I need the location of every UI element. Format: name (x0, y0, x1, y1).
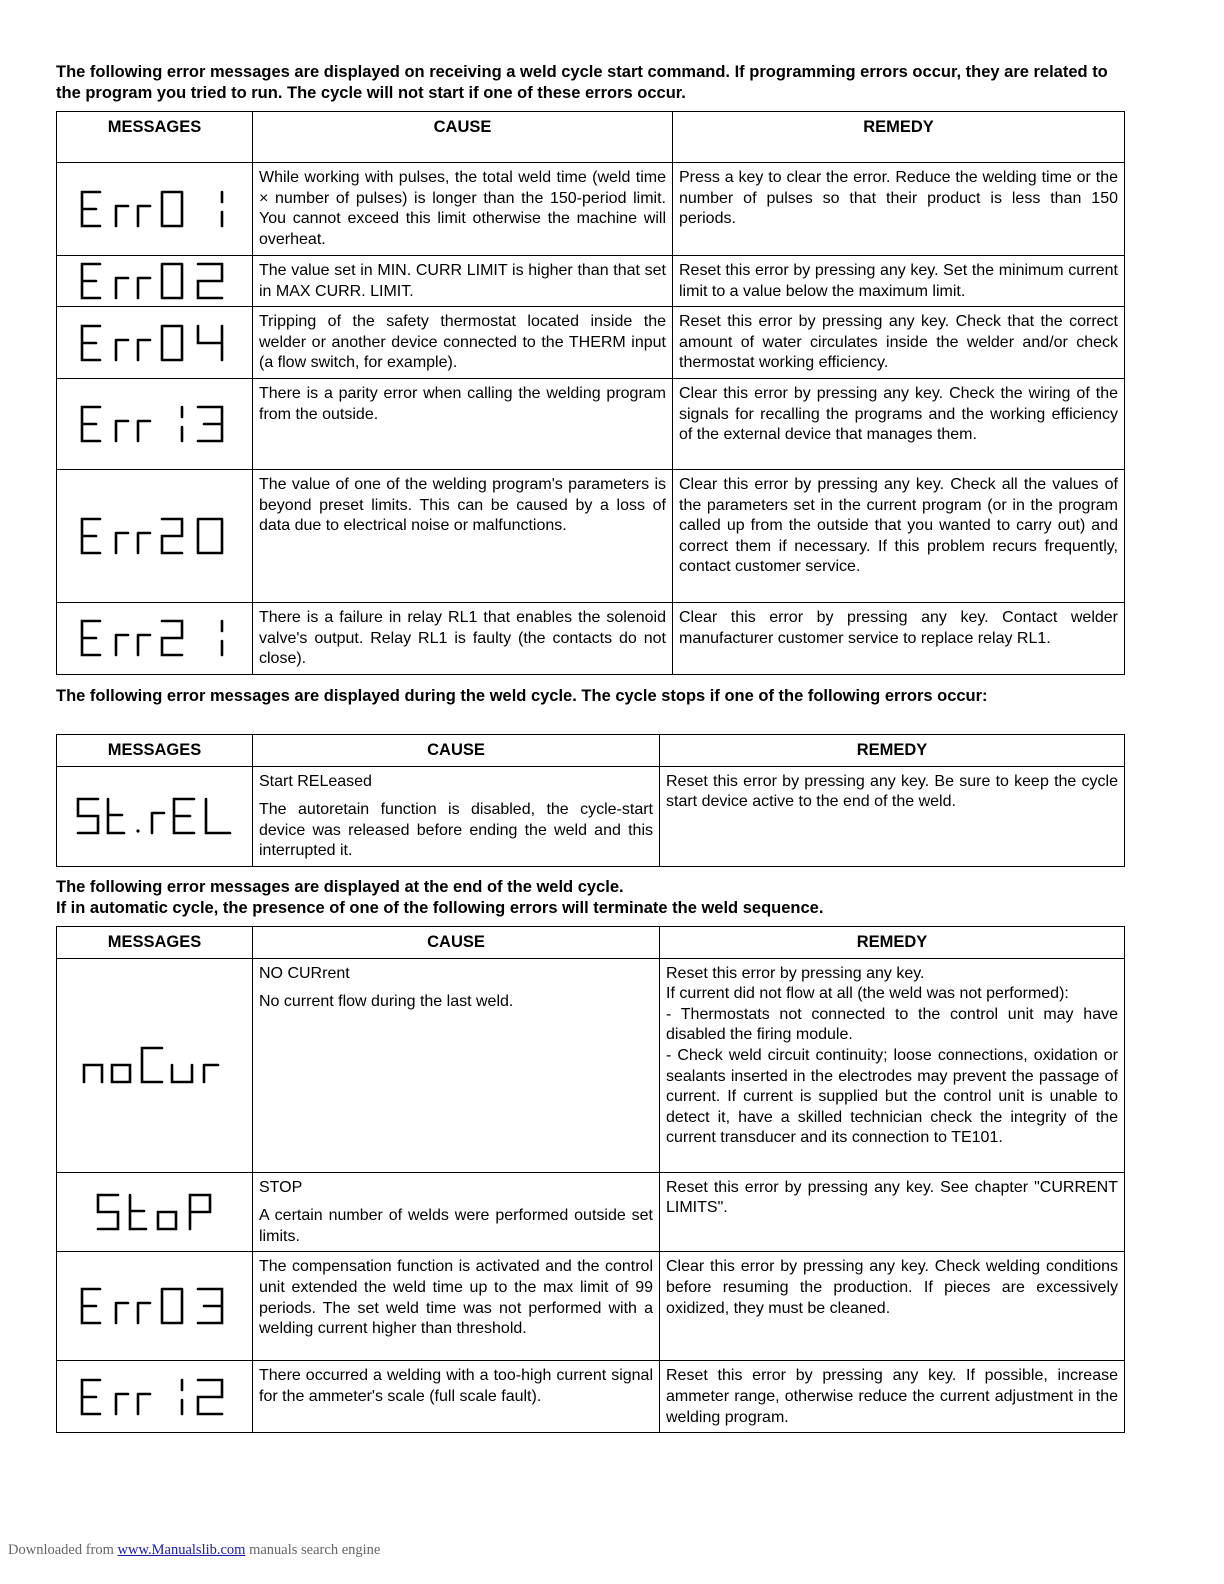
cause-cell: Start RELeased The autoretain function is disabled, the cycle-start device was released before ending the weld and this interrupted it. (253, 766, 660, 866)
header-messages: MESSAGES (57, 112, 253, 163)
cause-cell: There is a parity error when calling the welding program from the outside. (253, 378, 673, 469)
seven-segment-err21 (80, 617, 230, 659)
display-code-cell (57, 469, 253, 602)
seven-segment-err13 (80, 403, 230, 445)
header-remedy: REMEDY (660, 927, 1125, 959)
remedy-cell: Clear this error by pressing any key. Check the wiring of the signals for recalling the programs and the working efficiency of the external device that manages them. (673, 378, 1125, 469)
table-start-errors (56, 111, 1125, 675)
table-row (57, 469, 1125, 602)
remedy-cell: Reset this error by pressing any key. Be sure to keep the cycle start device active to the end of the weld. (660, 766, 1125, 866)
header-cause: CAUSE (253, 927, 660, 959)
table-header-row (57, 927, 1125, 959)
remedy-cell: Press a key to clear the error. Reduce the welding time or the number of pulses so that their product is less than 150 periods. (673, 163, 1125, 256)
seven-segment-stop (96, 1191, 214, 1233)
header-cause: CAUSE (253, 112, 673, 163)
table-row (57, 256, 1125, 307)
header-cause: CAUSE (253, 735, 660, 767)
seven-segment-err12 (80, 1376, 230, 1418)
seven-segment-err04 (80, 322, 230, 364)
remedy-cell: Reset this error by pressing any key. Set the minimum current limit to a value below the maximum limit. (673, 256, 1125, 307)
cause-cell: While working with pulses, the total weld time (weld time × number of pulses) is longer than the 150-period limit. You cannot exceed this limit otherwise the machine will overheat. (253, 163, 673, 256)
table-row (57, 378, 1125, 469)
footer-link[interactable]: www.Manualslib.com (117, 1542, 246, 1558)
remedy-cell: Reset this error by pressing any key. Check that the correct amount of water circulates inside the welder and/or check thermostat working efficiency. (673, 307, 1125, 379)
section3-intro: The following error messages are displayed at the end of the weld cycle. If in automatic cycle, the presence of one of the following errors will terminate the weld sequence. (56, 878, 824, 917)
footer: Downloaded from www.Manualslib.com manuals search engine (8, 1542, 381, 1558)
display-code-cell (57, 1361, 253, 1433)
table-row (57, 163, 1125, 256)
table-row (57, 766, 1125, 866)
display-code-cell (57, 1252, 253, 1361)
table-row (57, 602, 1125, 674)
seven-segment-err03 (80, 1285, 230, 1327)
table-row (57, 307, 1125, 379)
seven-segment-err01 (80, 188, 230, 230)
cause-cell: There occurred a welding with a too-high current signal for the ammeter's scale (full scale fault). (253, 1361, 660, 1433)
display-code-cell (57, 163, 253, 256)
remedy-cell: Reset this error by pressing any key. If current did not flow at all (the weld was not performed): - Thermostats not connected to the control unit may have disabled the firing module. - Check weld circuit continuity; loose connections, oxidation or sealants inserted in the electrodes may prevent the passage of current. If current is supplied but the control unit is unable to detect it, have a skilled technician check the integrity of the current transducer and its connection to TE101. (660, 958, 1125, 1172)
section2-intro: The following error messages are displayed during the weld cycle. The cycle stops if one of the following errors occur: (56, 687, 988, 705)
cause-cell: STOP A certain number of welds were performed outside set limits. (253, 1172, 660, 1252)
seven-segment-nocur (82, 1044, 228, 1086)
cause-cell: The compensation function is activated and the control unit extended the weld time up to the max limit of 99 periods. The set weld time was not performed with a welding current higher than threshold. (253, 1252, 660, 1361)
table-row (57, 1252, 1125, 1361)
display-code-cell (57, 1172, 253, 1252)
seven-segment-err20 (80, 515, 230, 557)
header-remedy: REMEDY (660, 735, 1125, 767)
cause-cell: There is a failure in relay RL1 that enables the solenoid valve's output. Relay RL1 is faulty (the contacts do not close). (253, 602, 673, 674)
display-code-cell (57, 378, 253, 469)
cause-title: Start RELeased (259, 772, 372, 790)
seven-segment-strel (76, 795, 234, 837)
table-header-row (57, 112, 1125, 163)
table-cycle-errors (56, 734, 1125, 867)
header-messages: MESSAGES (57, 735, 253, 767)
cause-cell: The value set in MIN. CURR LIMIT is higher than that set in MAX CURR. LIMIT. (253, 256, 673, 307)
cause-title: NO CURrent (259, 964, 350, 982)
table-header-row (57, 735, 1125, 767)
display-code-cell (57, 256, 253, 307)
remedy-cell: Clear this error by pressing any key. Check welding conditions before resuming the production. If pieces are excessively oxidized, they must be cleaned. (660, 1252, 1125, 1361)
remedy-cell: Clear this error by pressing any key. Contact welder manufacturer customer service to replace relay RL1. (673, 602, 1125, 674)
section1-intro: The following error messages are displayed on receiving a weld cycle start command. If programming errors occur, they are related to the program you tried to run. The cycle will not start if one of these errors occur. (56, 63, 1108, 102)
cause-cell: Tripping of the safety thermostat located inside the welder or another device connected to the THERM input (a flow switch, for example). (253, 307, 673, 379)
cause-cell: The value of one of the welding program's parameters is beyond preset limits. This can be caused by a loss of data due to electrical noise or malfunctions. (253, 469, 673, 602)
display-code-cell (57, 307, 253, 379)
seven-segment-err02 (80, 260, 230, 302)
display-code-cell (57, 958, 253, 1172)
cause-title: STOP (259, 1178, 303, 1196)
remedy-cell: Clear this error by pressing any key. Check all the values of the parameters set in the current program (or in the program called up from the outside that you wanted to carry out) and correct them if necessary. If this problem recurs frequently, contact customer service. (673, 469, 1125, 602)
display-code-cell (57, 766, 253, 866)
remedy-cell: Reset this error by pressing any key. If possible, increase ammeter range, otherwise reduce the current adjustment in the welding program. (660, 1361, 1125, 1433)
header-remedy: REMEDY (673, 112, 1125, 163)
header-messages: MESSAGES (57, 927, 253, 959)
table-row (57, 1172, 1125, 1252)
display-code-cell (57, 602, 253, 674)
table-row (57, 1361, 1125, 1433)
cause-cell: NO CURrent No current flow during the last weld. (253, 958, 660, 1172)
remedy-cell: Reset this error by pressing any key. See chapter "CURRENT LIMITS". (660, 1172, 1125, 1252)
table-row (57, 958, 1125, 1172)
table-end-errors (56, 926, 1125, 1433)
